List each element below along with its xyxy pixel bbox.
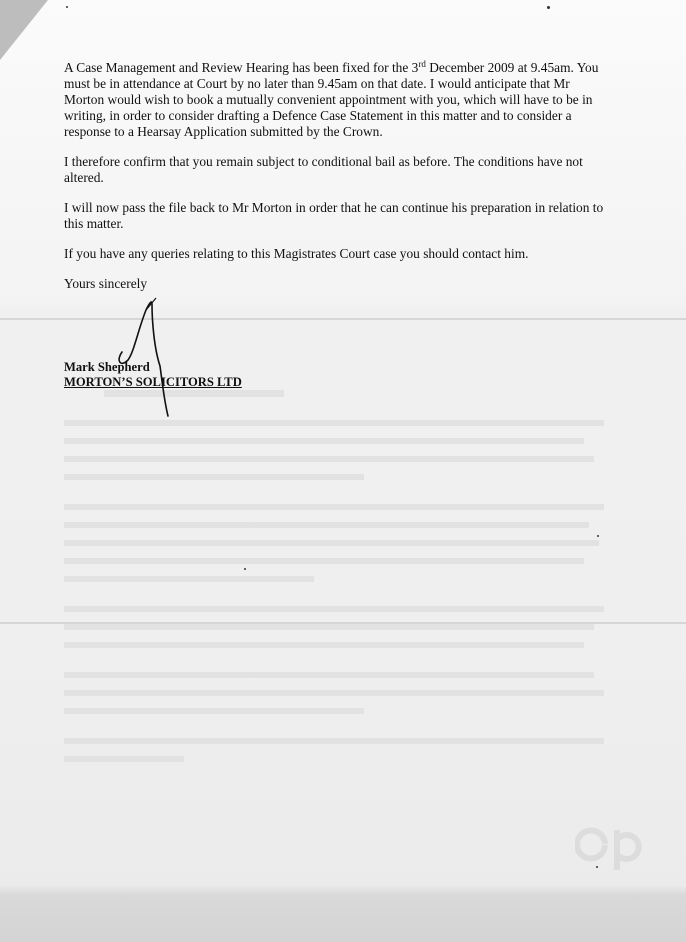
signature-block [64, 360, 242, 390]
paper-speck [596, 866, 598, 868]
show-through-text [64, 380, 624, 804]
paragraph-file: I will now pass the file back to Mr Morton in order that he can continue his preparation in relation to this matter. [64, 200, 604, 231]
folded-corner [0, 0, 48, 60]
signatory-name: Mark Shepherd [64, 360, 150, 374]
paragraph-bail: I therefore confirm that you remain subject to conditional bail as before. The conditions have not altered. [64, 154, 583, 185]
letter-body [64, 60, 610, 306]
paragraph-hearing-part1: A Case Management and Review Hearing has been fixed for the 3 [64, 60, 419, 75]
paper-speck [244, 568, 246, 570]
paper-speck [597, 535, 599, 537]
paragraph-queries: If you have any queries relating to this Magistrates Court case you should contact him. [64, 246, 529, 261]
firm-name: MORTON’S SOLICITORS LTD [64, 375, 242, 389]
paper-speck [66, 6, 68, 8]
ordinal-suffix: rd [418, 59, 426, 69]
paper-fold-line [0, 318, 686, 320]
show-through-logo-icon [575, 810, 655, 880]
handwritten-signature [112, 290, 192, 420]
show-through-lines [64, 380, 624, 800]
paragraph-hearing-part2: December 2009 at 9.45am. You must be in attendance at Court by no later than 9.45am on that date. I would anticipate that Mr Morton would wish to book a mutually convenient appointment with you, which will have to be in writing, in order to consider drafting a Defence Case Statement in this matter and to consider a response to a Hearsay Application submitted by the Crown. [64, 60, 599, 139]
closing-line: Yours sincerely [64, 276, 148, 291]
paragraph-hearing [64, 60, 610, 140]
paper-speck [547, 6, 550, 9]
